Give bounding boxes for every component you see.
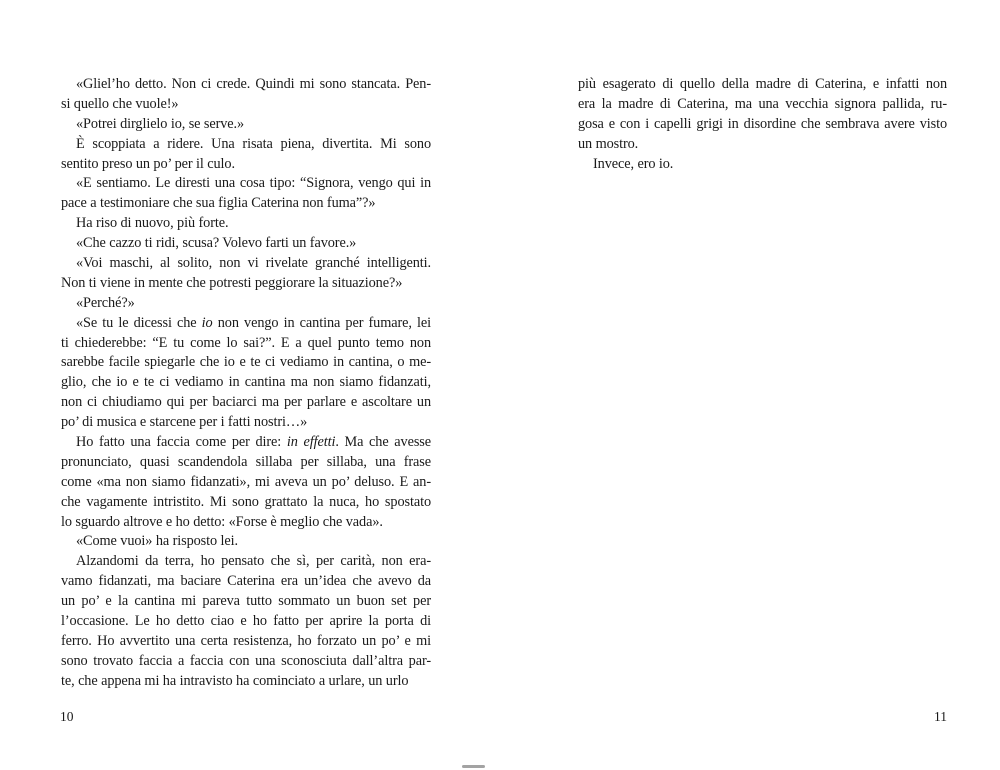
- text-line: «Come vuoi» ha risposto lei.: [76, 533, 238, 550]
- page-left-text: [61, 75, 431, 692]
- text-line: pronunciato, quasi scandendola sillaba per sillaba, una frase: [61, 453, 431, 470]
- text-line: Non ti viene in mente che potresti peggiorare la situazione?»: [61, 274, 403, 291]
- text-line: ferro. Ho avvertito una certa resistenza, ho forzato un po’ e mi: [61, 632, 431, 649]
- text-line: glio, che io e te ci vediamo in cantina ma non siamo fidanzati,: [61, 374, 431, 391]
- text-line: un po’ e la cantina mi pareva tutto sommato un buon set per: [61, 593, 431, 610]
- text-line: «Se tu le dicessi che io non vengo in cantina per fumare, lei: [76, 314, 431, 331]
- text-line: sono trovato faccia a faccia con una sconosciuta dall’altra par-: [61, 652, 431, 669]
- page-number-left: 10: [60, 709, 74, 724]
- text-line: un mostro.: [578, 135, 639, 152]
- text-line: «E sentiamo. Le diresti una cosa tipo: “Signora, vengo qui in: [76, 175, 431, 192]
- text-line: Ha riso di nuovo, più forte.: [76, 215, 229, 232]
- text-line: lo sguardo altrove e ho detto: «Forse è meglio che vada».: [61, 513, 383, 530]
- text-line: non ci chiudiamo qui per baciarci ma per parlare e ascoltare un: [61, 394, 431, 411]
- text-line: «Gliel’ho detto. Non ci crede. Quindi mi sono stancata. Pen-: [76, 76, 431, 92]
- text-line: «Perché?»: [76, 294, 135, 311]
- text-line: «Che cazzo ti ridi, scusa? Volevo farti un favore.»: [76, 235, 357, 252]
- text-line: più esagerato di quello della madre di Caterina, e infatti non: [578, 76, 947, 92]
- text-line: gosa e con i capelli grigi in disordine che sembrava avere visto: [578, 115, 947, 132]
- page-number-right: 11: [934, 709, 947, 724]
- text-line: vamo fidanzati, ma baciare Caterina era un’idea che avevo da: [61, 573, 431, 590]
- text-line: ti chiederebbe: “E tu come lo sai?”. E a quel punto temo non: [61, 334, 431, 351]
- text-line: sentito preso un po’ per il culo.: [61, 155, 235, 172]
- page-right-text: [578, 75, 947, 174]
- text-line: Ho fatto una faccia come per dire: in effetti. Ma che avesse: [76, 434, 431, 451]
- text-line: «Voi maschi, al solito, non vi rivelate granché intelligenti.: [76, 255, 431, 272]
- text-line: pace a testimoniare che sua figlia Caterina non fuma”?»: [61, 195, 376, 212]
- text-line: sarebbe facile spiegarle che io e te ci vediamo in cantina, o me-: [61, 354, 431, 371]
- text-line: «Potrei dirglielo io, se serve.»: [76, 115, 245, 132]
- text-line: po’ di musica e starcene per i fatti nostri…»: [61, 414, 308, 431]
- text-line: si quello che vuole!»: [61, 95, 179, 112]
- text-line: È scoppiata a ridere. Una risata piena, divertita. Mi sono: [76, 135, 431, 152]
- text-line: era la madre di Caterina, ma una vecchia signora pallida, ru-: [578, 95, 947, 112]
- text-line: Invece, ero io.: [593, 155, 674, 172]
- text-line: come «ma non siamo fidanzati», mi aveva un po’ deluso. E an-: [61, 473, 431, 490]
- text-line: Alzandomi da terra, ho pensato che sì, per carità, non era-: [76, 553, 431, 570]
- progress-indicator-handle[interactable]: [462, 765, 485, 768]
- text-line: te, che appena mi ha intravisto ha cominciato a urlare, un urlo: [61, 672, 409, 689]
- text-line: l’occasione. Le ho detto ciao e ho fatto per aprire la porta di: [61, 613, 431, 630]
- text-line: che vagamente intristito. Mi sono grattato la nuca, ho spostato: [61, 493, 431, 510]
